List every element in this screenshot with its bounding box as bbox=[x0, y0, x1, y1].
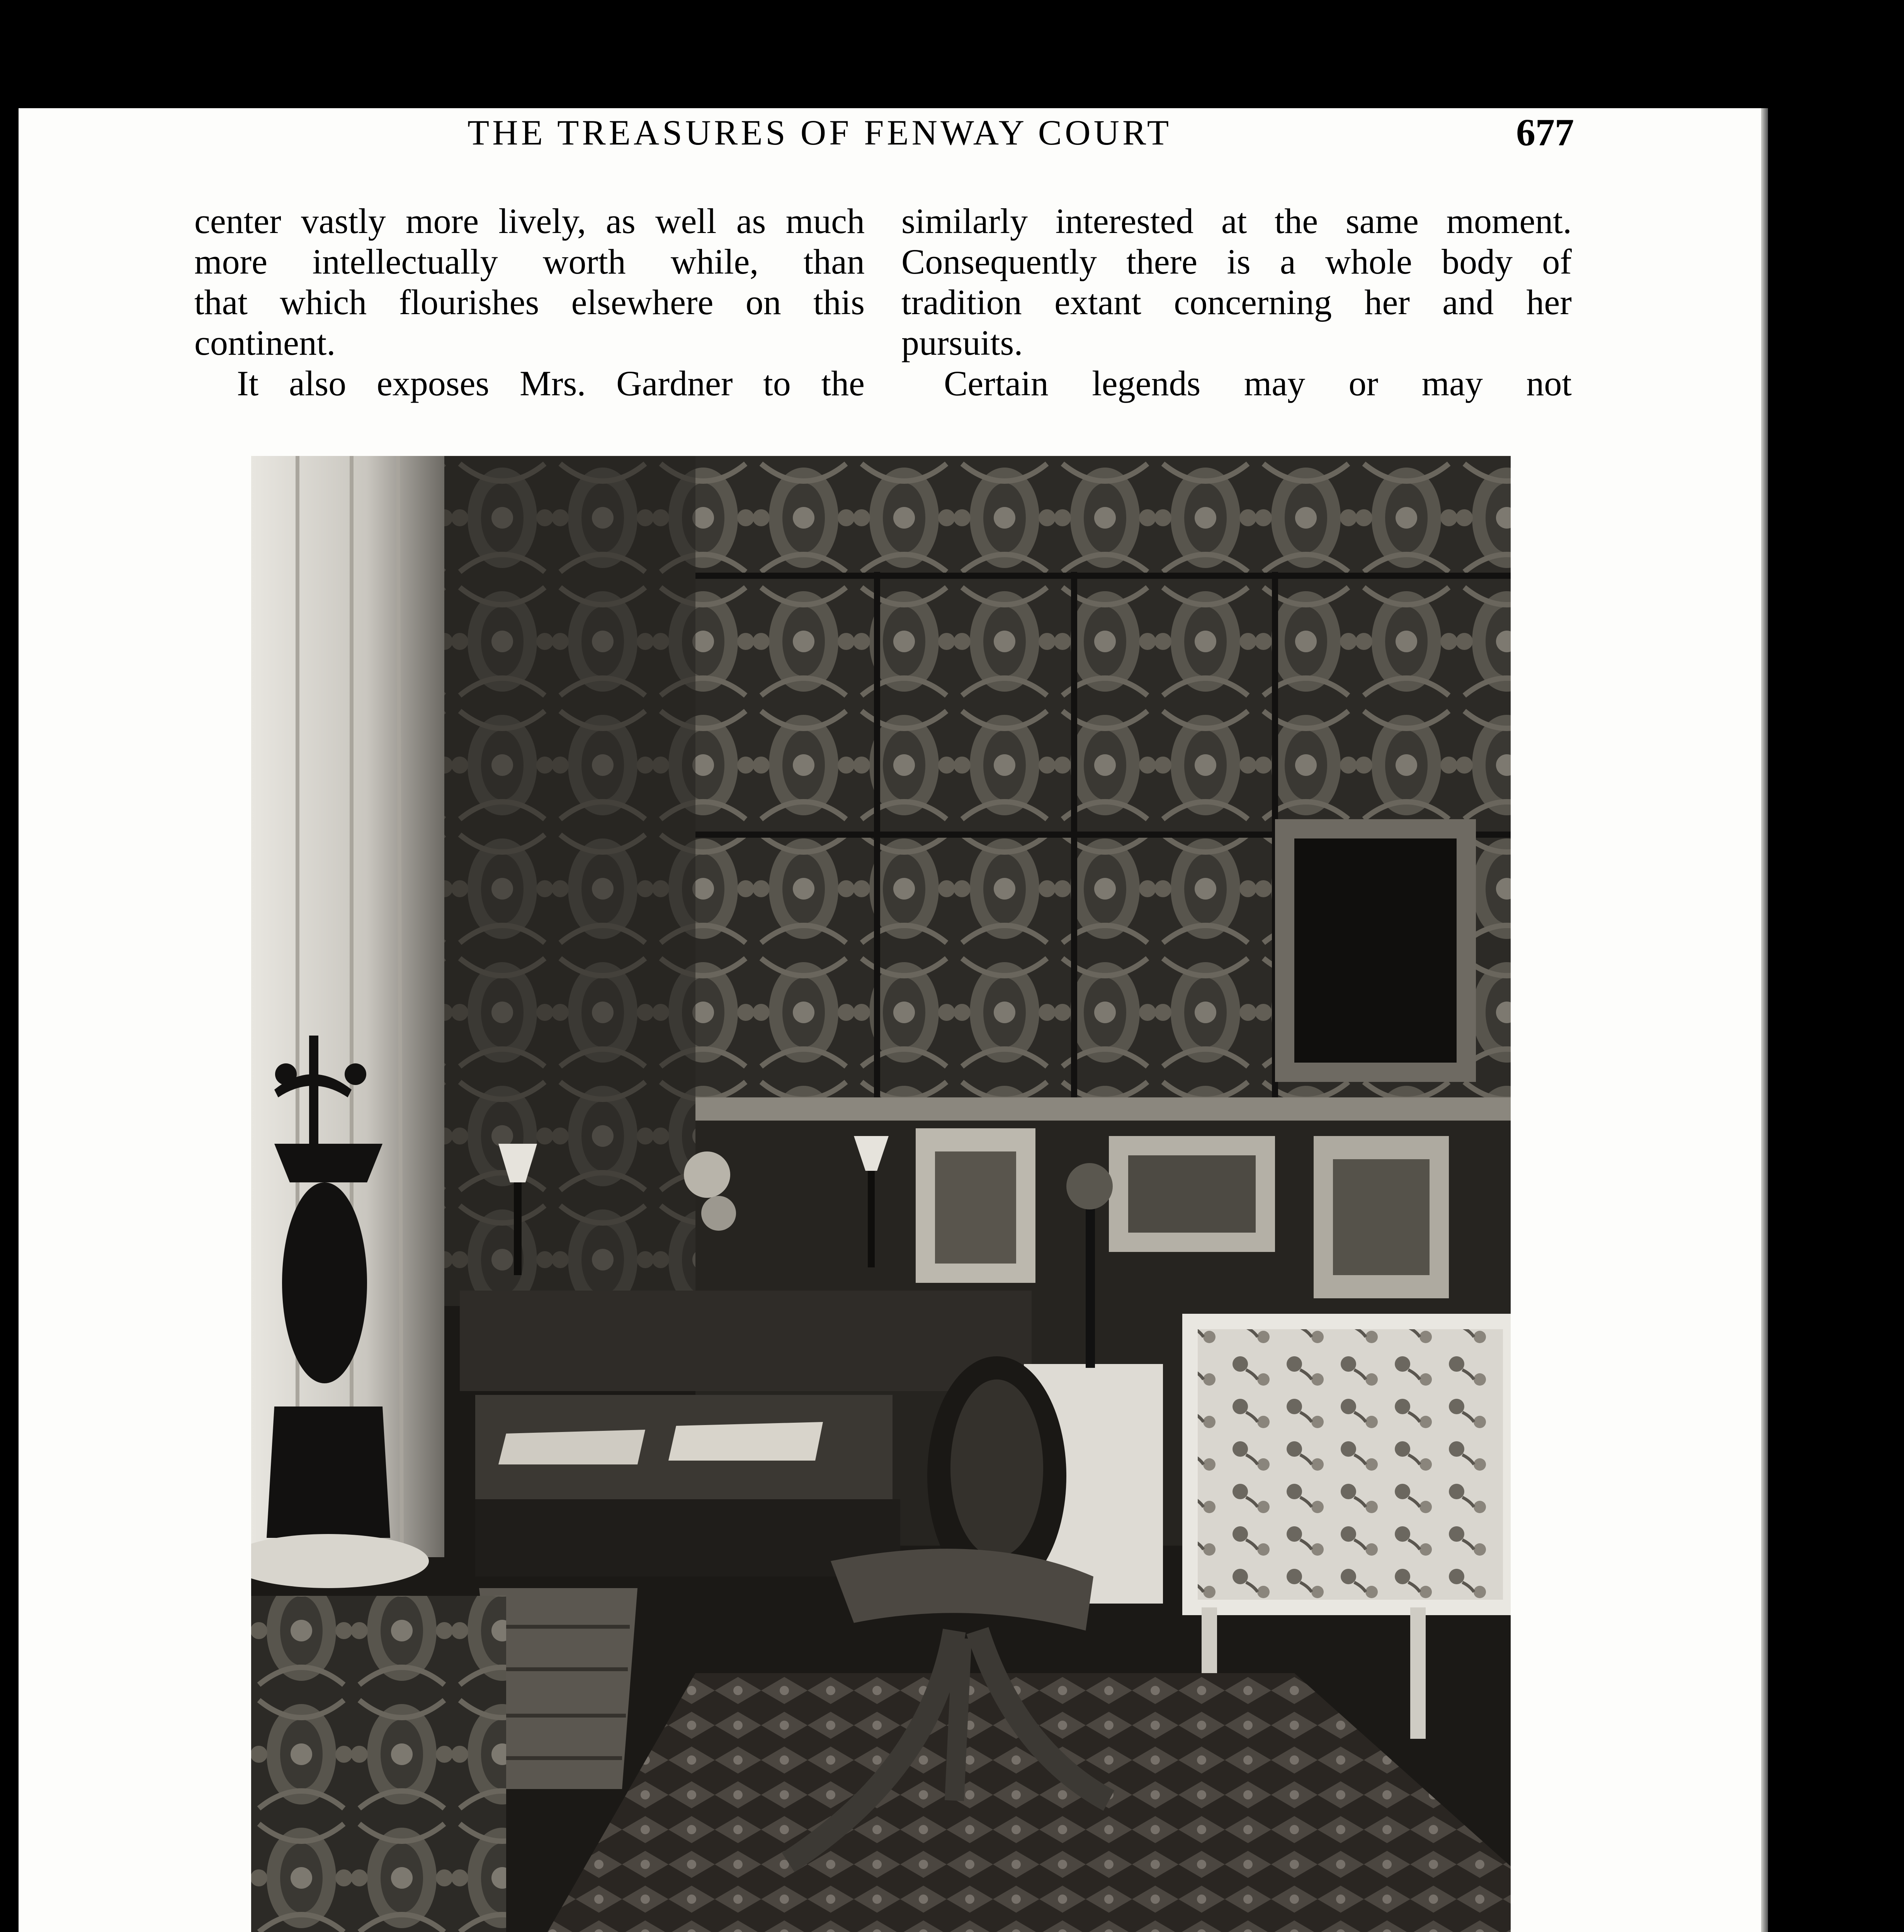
text-line: tradition extant concerning her and her bbox=[901, 282, 1572, 322]
page-number: 677 bbox=[1516, 111, 1574, 154]
text-line: more intellectually worth while, than bbox=[194, 242, 865, 281]
text-line: center vastly more lively, as well as much bbox=[194, 201, 865, 241]
text-line: similarly interested at the same moment. bbox=[901, 201, 1572, 241]
text-line: that which flourishes elsewhere on this bbox=[194, 282, 865, 322]
top-left-column bbox=[194, 201, 865, 404]
text-line: continent. bbox=[194, 323, 336, 362]
text-line: It also exposes Mrs. Gardner to the bbox=[237, 364, 865, 403]
running-title: THE TREASURES OF FENWAY COURT bbox=[468, 113, 1172, 152]
top-right-column bbox=[901, 201, 1572, 404]
text-line: Certain legends may or may not bbox=[944, 364, 1572, 403]
room-photograph bbox=[251, 456, 1511, 1932]
text-line: Consequently there is a whole body of bbox=[901, 242, 1572, 281]
page-edge-shadow bbox=[1761, 108, 1768, 1932]
text-line: pursuits. bbox=[901, 323, 1023, 362]
